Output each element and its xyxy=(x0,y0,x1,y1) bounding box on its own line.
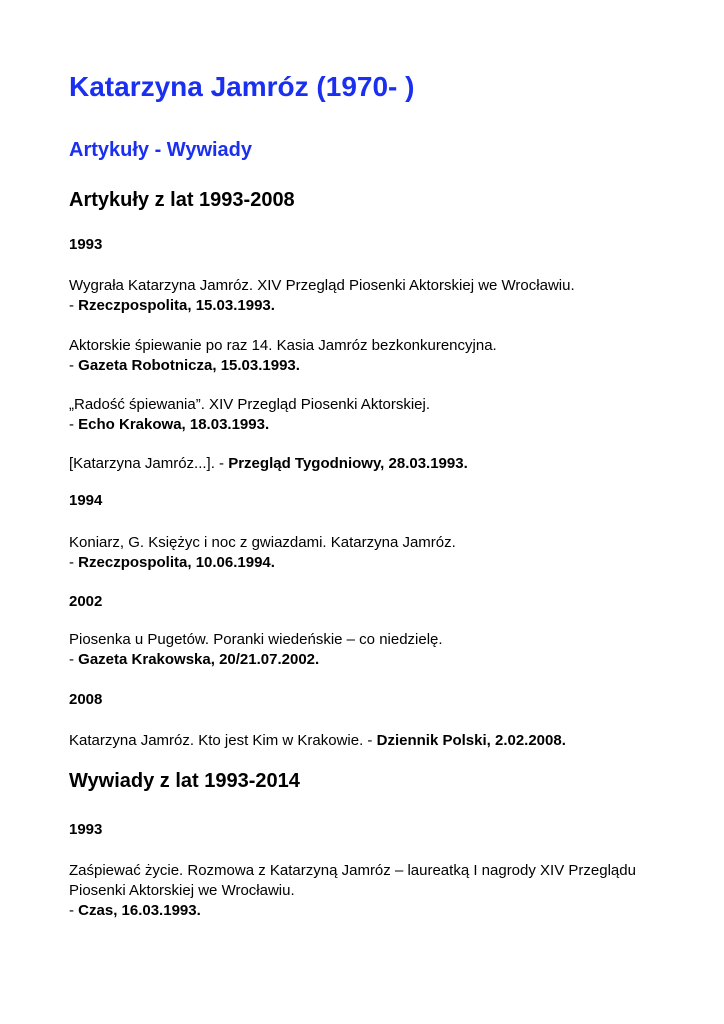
entry-text: Aktorskie śpiewanie po raz 14. Kasia Jamróz bezkonkurencyjna. xyxy=(69,337,497,354)
entry-source: Gazeta Robotnicza, 15.03.1993. xyxy=(78,357,300,374)
entry-dash: - xyxy=(69,902,79,919)
section-heading-articles: Artykuły z lat 1993-2008 xyxy=(69,189,295,211)
list-item xyxy=(69,630,669,670)
list-item xyxy=(69,276,669,316)
list-item xyxy=(69,731,669,751)
entry-source: Gazeta Krakowska, 20/21.07.2002. xyxy=(78,651,320,668)
year-heading: 2002 xyxy=(69,593,103,610)
entry-source: Dziennik Polski, 2.02.2008. xyxy=(376,732,566,749)
entry-text: [Katarzyna Jamróz...]. - xyxy=(69,455,229,472)
list-item xyxy=(69,533,669,573)
entry-dash: - xyxy=(69,651,79,668)
entry-dash: - xyxy=(69,297,79,314)
year-heading: 1993 xyxy=(69,236,103,253)
entry-source: Przegląd Tygodniowy, 28.03.1993. xyxy=(228,455,468,472)
document-title: Katarzyna Jamróz (1970- ) xyxy=(69,71,415,102)
entry-text: Koniarz, G. Księżyc i noc z gwiazdami. Katarzyna Jamróz. xyxy=(69,534,456,551)
entry-source: Echo Krakowa, 18.03.1993. xyxy=(78,416,270,433)
entry-text: Wygrała Katarzyna Jamróz. XIV Przegląd Piosenki Aktorskiej we Wrocławiu. xyxy=(69,277,575,294)
list-item xyxy=(69,454,669,474)
document-subtitle: Artykuły - Wywiady xyxy=(69,139,253,161)
year-heading: 1993 xyxy=(69,821,103,838)
entry-source: Rzeczpospolita, 10.06.1994. xyxy=(78,554,275,571)
entry-text: Zaśpiewać życie. Rozmowa z Katarzyną Jamróz – laureatką I nagrody XIV Przeglądu Piosenki Aktorskiej we Wrocławiu. xyxy=(69,862,636,899)
entry-text: Piosenka u Pugetów. Poranki wiedeńskie – co niedzielę. xyxy=(69,631,443,648)
entry-text: Katarzyna Jamróz. Kto jest Kim w Krakowie. - xyxy=(69,732,377,749)
entry-dash: - xyxy=(69,357,79,374)
entry-dash: - xyxy=(69,416,79,433)
section-heading-interviews: Wywiady z lat 1993-2014 xyxy=(69,770,300,792)
entry-source: Czas, 16.03.1993. xyxy=(78,902,201,919)
list-item xyxy=(69,395,669,435)
list-item xyxy=(69,336,669,376)
year-heading: 2008 xyxy=(69,691,103,708)
entry-text: „Radość śpiewania”. XIV Przegląd Piosenki Aktorskiej. xyxy=(69,396,430,413)
entry-dash: - xyxy=(69,554,79,571)
list-item xyxy=(69,861,669,921)
entry-source: Rzeczpospolita, 15.03.1993. xyxy=(78,297,275,314)
year-heading: 1994 xyxy=(69,492,103,509)
